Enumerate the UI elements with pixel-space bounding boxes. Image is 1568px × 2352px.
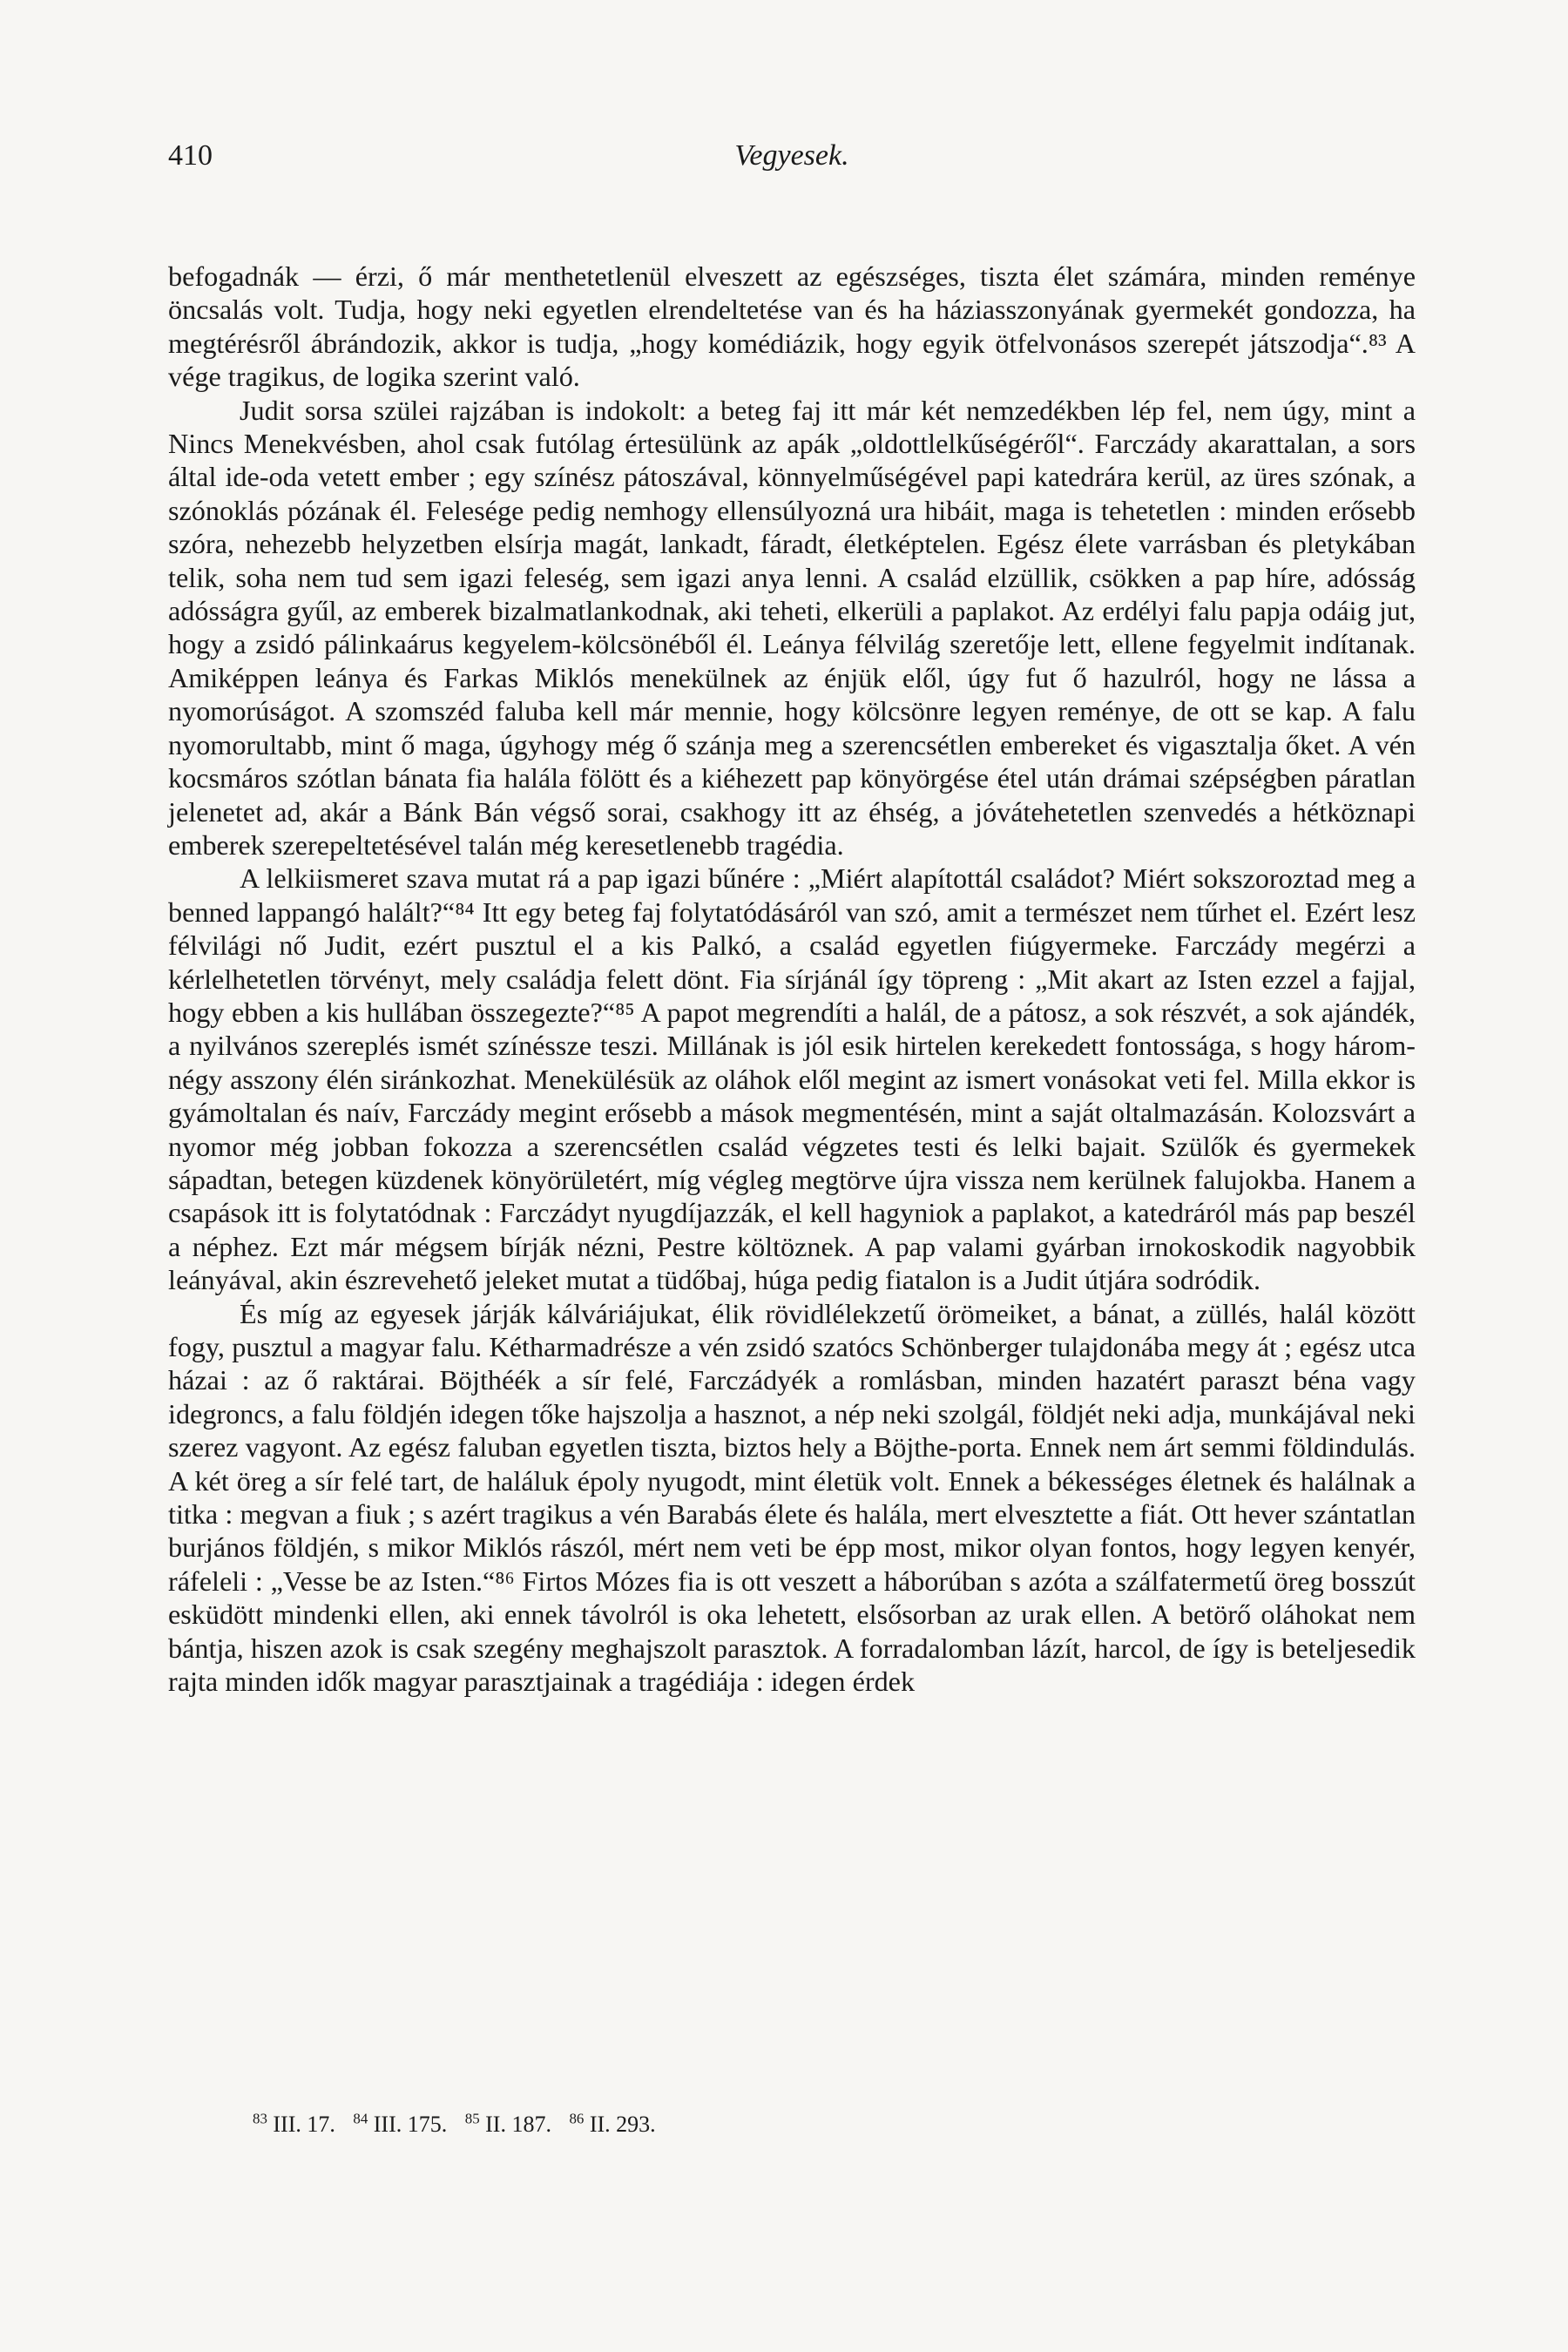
footnote-text: II. 293. [589, 2111, 656, 2137]
page-header [168, 139, 1416, 178]
footnote [569, 2112, 655, 2137]
footnote-text: III. 175. [373, 2111, 448, 2137]
footnote-text: III. 17. [273, 2111, 335, 2137]
footnote [353, 2112, 447, 2137]
footnote-number: 83 [253, 2110, 267, 2126]
running-title: Vegyesek. [734, 139, 849, 172]
footnote-text: II. 187. [485, 2111, 551, 2137]
footnote-number: 85 [464, 2110, 480, 2126]
footnote [253, 2112, 335, 2137]
footnote-number: 86 [569, 2110, 585, 2126]
paragraph: A lelkiismeret szava mutat rá a pap igazi bűnére : „Miért alapítottál családot? Miért sokszoroztad meg a benned lappangó halált?“⁸⁴ Itt egy beteg faj folytatódásáról van szó, amit a természet nem tűrhet el. Ezért lesz félvilági nő Judit, ezért pusztul el a kis Palkó, a család egyetlen fiúgyermeke. Farczády megérzi a kérlelhetetlen törvényt, mely családja felett dönt. Fia sírjánál így töpreng : „Mit akart az Isten ezzel a fajjal, hogy ebben a kis hullában összegezte?“⁸⁵ A papot megrendíti a halál, de a pátosz, a sok részvét, a sok ajándék, a nyilvános szereplés ismét színéssze teszi. Millának is jól esik hirtelen kerekedett fontossága, s hogy három-négy asszony élén siránkozhat. Menekülésük az oláhok elől megint az ismert vonásokat veti fel. Milla ekkor is gyámoltalan és naív, Farczády megint erősebb a mások megmentésén, mint a saját oltalmazásán. Kolozsvárt a nyomor még jobban fokozza a szerencsétlen család végzetes testi és lelki bajait. Szülők és gyermekek sápadtan, betegen küzdenek könyörületért, míg végleg megtörve újra vissza nem kerülnek falujokba. Hanem a csapások itt is folytatódnak : Farczádyt nyugdíjazzák, el kell hagyniok a paplakot, a katedráról más pap beszél a néphez. Ezt már mégsem bírják nézni, Pestre költöznek. A pap valami gyárban irnokoskodik nagyobbik leányával, akin észrevehető jeleket mutat a tüdőbaj, húga pedig fiatalon is a Judit útjára sodródik. [168, 862, 1416, 1296]
footnote-number: 84 [353, 2110, 368, 2126]
paragraph: befogadnák — érzi, ő már menthetetlenül elveszett az egészséges, tiszta élet számára, minden reménye öncsalás volt. Tudja, hogy neki egyetlen elrendeltetése van és ha háziasszonyának gyermekét gondozza, ha megtérésről ábrándozik, akkor is tudja, „hogy komédiázik, hogy egyik ötfelvonásos szerepét játszodja“.⁸³ A vége tragikus, de logika szerint való. [168, 260, 1416, 393]
paragraph: Judit sorsa szülei rajzában is indokolt: a beteg faj itt már két nemzedékben lép fel, nem úgy, mint a Nincs Menekvésben, ahol csak futólag értesülünk az apák „oldottlelkűségéről“. Farczády akarattalan, a sors által ide-oda vetett ember ; egy színész pátoszával, könnyelműségével papi katedrára kerül, az üres szónak, a szónoklás pózának él. Felesége pedig nemhogy ellensúlyozná ura hibáit, maga is tehetetlen : minden erősebb szóra, nehezebb helyzetben elsírja magát, lankadt, fáradt, életképtelen. Egész élete varrásban és pletykában telik, soha nem tud sem igazi feleség, sem igazi anya lenni. A család elzüllik, csökken a pap híre, adósság adósságra gyűl, az emberek bizalmatlankodnak, aki teheti, elkerüli a paplakot. Az erdélyi falu papja odáig jut, hogy a zsidó pálinkaárus kegyelem-kölcsönéből él. Leánya félvilág szeretője lett, ellene fegyelmit indítanak. Amiképpen leánya és Farkas Miklós menekülnek az énjük elől, úgy fut ő hazulról, hogy ne lássa a nyomorúságot. A szomszéd faluba kell már mennie, hogy kölcsönre legyen reménye, de ott se kap. A falu nyomorultabb, mint ő maga, úgyhogy még ő szánja meg a szerencsétlen embereket és vigasztalja őket. A vén kocsmáros szótlan bánata fia halála fölött és a kiéhezett pap könyörgése étel után drámai szépségben páratlan jelenetet ad, akár a Bánk Bán végső sorai, csakhogy itt az éhség, a jóvátehetetlen szenvedés a hétköznapi emberek szerepeltetésével talán még keresetlenebb tragédia. [168, 394, 1416, 861]
page-number: 410 [168, 139, 213, 172]
footnotes [253, 2110, 668, 2138]
footnote [465, 2112, 551, 2137]
paragraph: És míg az egyesek járják kálváriájukat, élik rövidlélekzetű örömeiket, a bánat, a züllés, halál között fogy, pusztul a magyar falu. Kétharmadrésze a vén zsidó szatócs Schönberger tulajdonába megy át ; egész utca házai : az ő raktárai. Böjthéék a sír felé, Farczádyék a romlásban, minden hazatért paraszt béna vagy idegroncs, a falu földjén idegen tőke hajszolja a hasznot, a nép neki szolgál, földjét neki adja, munkájával neki szerez vagyont. Az egész faluban egyetlen tiszta, biztos hely a Böjthe-porta. Ennek nem árt semmi földindulás. A két öreg a sír felé tart, de haláluk époly nyugodt, mint életük volt. Ennek a békességes életnek és halálnak a titka : megvan a fiuk ; s azért tragikus a vén Barabás élete és halála, mert elvesztette a fiát. Ott hever szántatlan burjános földjén, s mikor Miklós rászól, mért nem veti be épp most, mikor olyan fontos, hogy legyen kenyér, ráfeleli : „Vesse be az Isten.“⁸⁶ Firtos Mózes fia is ott veszett a háborúban s azóta a szálfatermetű öreg bosszút esküdött mindenki ellen, aki ennek távolról is oka lehetett, elsősorban az urak ellen. A betörő oláhokat nem bántja, hiszen azok is csak szegény meghajszolt parasztok. A forradalomban lázít, harcol, de így is beteljesedik rajta minden idők magyar parasztjainak a tragédiája : idegen érdek [168, 1297, 1416, 1698]
body-text [168, 260, 1416, 1698]
